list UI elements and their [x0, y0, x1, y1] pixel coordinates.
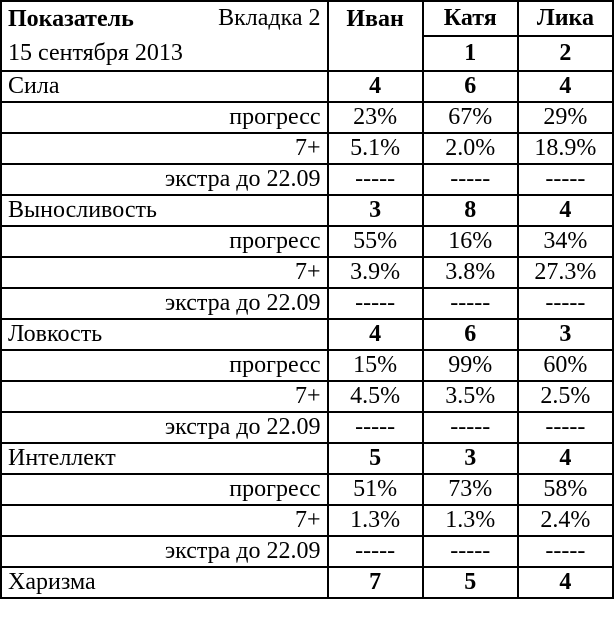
header-date: 15 сентября 2013 [1, 36, 328, 71]
stat-subrow-value: 4.5% [328, 381, 423, 412]
stat-subrow-value: 1.3% [423, 505, 518, 536]
stat-subrow-label: 7+ [1, 505, 328, 536]
stat-subrow-value: 73% [423, 474, 518, 505]
stat-subrow-label: экстра до 22.09 [1, 288, 328, 319]
stat-subrow-value: 15% [328, 350, 423, 381]
stat-subrow-label: 7+ [1, 133, 328, 164]
stat-subrow [1, 412, 613, 443]
header-title: Показатель [8, 5, 134, 32]
stat-row [1, 319, 613, 350]
stat-subrow-value: 1.3% [328, 505, 423, 536]
stat-subrow-value: 27.3% [518, 257, 613, 288]
stat-subrow-value: ----- [518, 288, 613, 319]
stat-subrow-value: 99% [423, 350, 518, 381]
stat-subrow-value: 3.5% [423, 381, 518, 412]
player-number-lika: 2 [518, 36, 613, 71]
stat-subrow-label: прогресс [1, 226, 328, 257]
stat-subrow-label: прогресс [1, 350, 328, 381]
stat-subrow-value: 67% [423, 102, 518, 133]
stat-subrow-label: экстра до 22.09 [1, 412, 328, 443]
stat-subrow [1, 350, 613, 381]
stat-subrow-label: экстра до 22.09 [1, 536, 328, 567]
stat-level: 4 [328, 71, 423, 102]
stat-subrow-value: 34% [518, 226, 613, 257]
stat-subrow [1, 288, 613, 319]
player-name-lika: Лика [518, 1, 613, 36]
stat-row [1, 567, 613, 598]
stat-level: 4 [518, 567, 613, 598]
stat-level: 8 [423, 195, 518, 226]
stat-subrow-value: ----- [423, 164, 518, 195]
stat-subrow-value: 23% [328, 102, 423, 133]
stat-subrow [1, 474, 613, 505]
stat-subrow [1, 133, 613, 164]
stat-subrow [1, 536, 613, 567]
stat-subrow-value: 60% [518, 350, 613, 381]
stat-subrow-value: 16% [423, 226, 518, 257]
stat-subrow [1, 381, 613, 412]
stat-subrow-value: 51% [328, 474, 423, 505]
stat-subrow-label: прогресс [1, 102, 328, 133]
stat-level: 4 [328, 319, 423, 350]
stat-level: 3 [518, 319, 613, 350]
stat-subrow [1, 505, 613, 536]
stat-name: Выносливость [1, 195, 328, 226]
stat-subrow-value: 3.8% [423, 257, 518, 288]
stat-subrow-value: 18.9% [518, 133, 613, 164]
stat-subrow-value: ----- [423, 536, 518, 567]
stat-subrow-value: ----- [328, 536, 423, 567]
stat-subrow-value: ----- [518, 412, 613, 443]
stat-subrow-value: 55% [328, 226, 423, 257]
stat-name: Харизма [1, 567, 328, 598]
stat-level: 5 [423, 567, 518, 598]
stat-level: 4 [518, 71, 613, 102]
stat-subrow [1, 164, 613, 195]
stat-level: 3 [423, 443, 518, 474]
stat-subrow-value: 2.5% [518, 381, 613, 412]
header-row [1, 1, 613, 36]
stat-level: 5 [328, 443, 423, 474]
stat-subrow-value: ----- [518, 536, 613, 567]
stat-subrow-value: 5.1% [328, 133, 423, 164]
stat-level: 6 [423, 71, 518, 102]
stat-subrow-value: 2.4% [518, 505, 613, 536]
stat-subrow-value: 2.0% [423, 133, 518, 164]
player-name-ivan: Иван [328, 1, 423, 36]
stat-subrow [1, 102, 613, 133]
stat-subrow-value: 3.9% [328, 257, 423, 288]
header-tab-label: Вкладка 2 [218, 5, 321, 31]
stat-row [1, 443, 613, 474]
stat-subrow-value: ----- [423, 288, 518, 319]
stat-subrow-value: ----- [518, 164, 613, 195]
stat-subrow-value: 58% [518, 474, 613, 505]
stat-subrow-value: ----- [328, 288, 423, 319]
stat-subrow-value: ----- [423, 412, 518, 443]
stat-subrow-value: 29% [518, 102, 613, 133]
stat-level: 3 [328, 195, 423, 226]
stat-subrow-value: ----- [328, 164, 423, 195]
stat-level: 7 [328, 567, 423, 598]
player-number-katya: 1 [423, 36, 518, 71]
stat-subrow-label: 7+ [1, 257, 328, 288]
stat-level: 4 [518, 195, 613, 226]
stat-name: Ловкость [1, 319, 328, 350]
stat-row [1, 195, 613, 226]
stat-name: Интеллект [1, 443, 328, 474]
stat-subrow-label: экстра до 22.09 [1, 164, 328, 195]
stat-level: 4 [518, 443, 613, 474]
stat-subrow-label: прогресс [1, 474, 328, 505]
header-subrow [1, 36, 613, 71]
stat-subrow-value: ----- [328, 412, 423, 443]
stat-level: 6 [423, 319, 518, 350]
player-number-ivan [328, 36, 423, 71]
stat-subrow-label: 7+ [1, 381, 328, 412]
header-title-cell [1, 1, 328, 36]
stat-name: Сила [1, 71, 328, 102]
stat-subrow [1, 257, 613, 288]
player-name-katya: Катя [423, 1, 518, 36]
stat-row [1, 71, 613, 102]
stat-subrow [1, 226, 613, 257]
